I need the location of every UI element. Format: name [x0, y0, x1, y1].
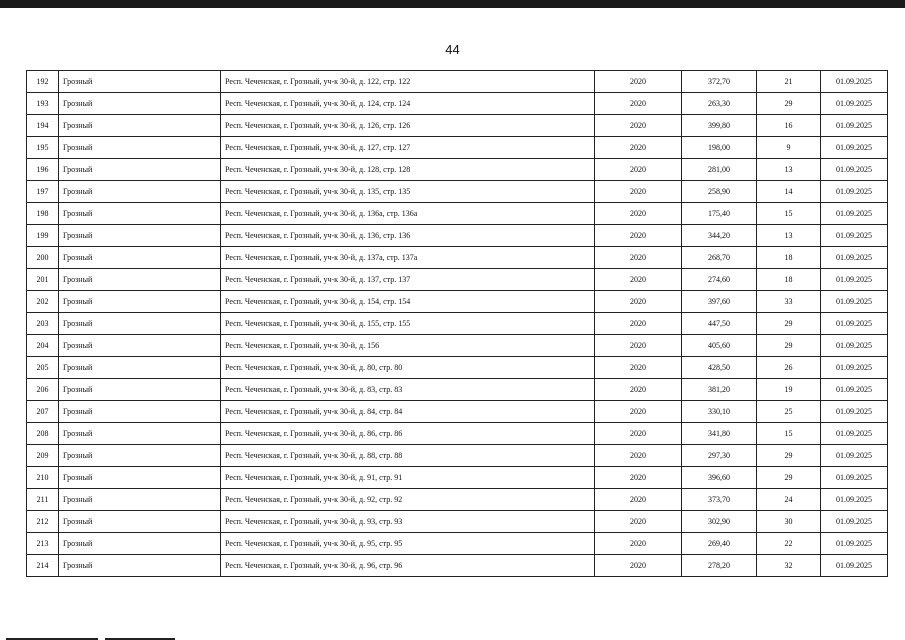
row-address: Респ. Чеченская, г. Грозный, уч-к 30-й, д. 156	[221, 335, 595, 357]
row-address: Респ. Чеченская, г. Грозный, уч-к 30-й, д. 136а, стр. 136а	[221, 203, 595, 225]
row-year: 2020	[595, 313, 682, 335]
row-residents-count: 13	[757, 159, 821, 181]
row-relocation-date: 01.09.2025	[821, 511, 888, 533]
row-area: 428,50	[682, 357, 757, 379]
row-area: 372,70	[682, 71, 757, 93]
row-residents-count: 29	[757, 313, 821, 335]
row-area: 175,40	[682, 203, 757, 225]
row-year: 2020	[595, 159, 682, 181]
row-number: 207	[27, 401, 59, 423]
row-relocation-date: 01.09.2025	[821, 357, 888, 379]
row-residents-count: 33	[757, 291, 821, 313]
table-row	[27, 467, 888, 489]
row-number: 211	[27, 489, 59, 511]
row-area: 405,60	[682, 335, 757, 357]
row-relocation-date: 01.09.2025	[821, 203, 888, 225]
row-year: 2020	[595, 71, 682, 93]
row-number: 214	[27, 555, 59, 577]
row-year: 2020	[595, 555, 682, 577]
row-area: 274,60	[682, 269, 757, 291]
row-address: Респ. Чеченская, г. Грозный, уч-к 30-й, д. 155, стр. 155	[221, 313, 595, 335]
row-area: 263,30	[682, 93, 757, 115]
row-address: Респ. Чеченская, г. Грозный, уч-к 30-й, д. 96, стр. 96	[221, 555, 595, 577]
row-city: Грозный	[59, 423, 221, 445]
row-relocation-date: 01.09.2025	[821, 533, 888, 555]
row-area: 399,80	[682, 115, 757, 137]
row-year: 2020	[595, 115, 682, 137]
row-area: 381,20	[682, 379, 757, 401]
row-residents-count: 21	[757, 71, 821, 93]
row-city: Грозный	[59, 489, 221, 511]
row-residents-count: 19	[757, 379, 821, 401]
row-year: 2020	[595, 181, 682, 203]
row-residents-count: 16	[757, 115, 821, 137]
row-city: Грозный	[59, 533, 221, 555]
table-row	[27, 159, 888, 181]
row-number: 200	[27, 247, 59, 269]
table-row	[27, 225, 888, 247]
row-city: Грозный	[59, 247, 221, 269]
row-area: 268,70	[682, 247, 757, 269]
row-year: 2020	[595, 93, 682, 115]
row-number: 192	[27, 71, 59, 93]
row-city: Грозный	[59, 181, 221, 203]
row-relocation-date: 01.09.2025	[821, 247, 888, 269]
row-relocation-date: 01.09.2025	[821, 489, 888, 511]
row-area: 281,00	[682, 159, 757, 181]
table-row	[27, 71, 888, 93]
row-residents-count: 18	[757, 247, 821, 269]
row-address: Респ. Чеченская, г. Грозный, уч-к 30-й, д. 88, стр. 88	[221, 445, 595, 467]
row-city: Грозный	[59, 313, 221, 335]
row-relocation-date: 01.09.2025	[821, 137, 888, 159]
table-row	[27, 115, 888, 137]
row-number: 204	[27, 335, 59, 357]
row-city: Грозный	[59, 511, 221, 533]
row-residents-count: 29	[757, 335, 821, 357]
row-relocation-date: 01.09.2025	[821, 93, 888, 115]
row-residents-count: 29	[757, 445, 821, 467]
row-year: 2020	[595, 489, 682, 511]
row-city: Грозный	[59, 225, 221, 247]
row-number: 213	[27, 533, 59, 555]
row-relocation-date: 01.09.2025	[821, 115, 888, 137]
row-address: Респ. Чеченская, г. Грозный, уч-к 30-й, д. 128, стр. 128	[221, 159, 595, 181]
table-row	[27, 291, 888, 313]
row-residents-count: 14	[757, 181, 821, 203]
row-address: Респ. Чеченская, г. Грозный, уч-к 30-й, д. 154, стр. 154	[221, 291, 595, 313]
row-city: Грозный	[59, 467, 221, 489]
table-row	[27, 357, 888, 379]
table-row	[27, 379, 888, 401]
row-area: 330,10	[682, 401, 757, 423]
row-address: Респ. Чеченская, г. Грозный, уч-к 30-й, д. 92, стр. 92	[221, 489, 595, 511]
row-address: Респ. Чеченская, г. Грозный, уч-к 30-й, д. 124, стр. 124	[221, 93, 595, 115]
table-row	[27, 181, 888, 203]
row-city: Грозный	[59, 159, 221, 181]
row-residents-count: 15	[757, 203, 821, 225]
row-residents-count: 9	[757, 137, 821, 159]
row-city: Грозный	[59, 379, 221, 401]
row-number: 206	[27, 379, 59, 401]
table-row	[27, 401, 888, 423]
row-address: Респ. Чеченская, г. Грозный, уч-к 30-й, д. 136, стр. 136	[221, 225, 595, 247]
row-city: Грозный	[59, 269, 221, 291]
table-row	[27, 555, 888, 577]
row-address: Респ. Чеченская, г. Грозный, уч-к 30-й, д. 91, стр. 91	[221, 467, 595, 489]
row-area: 198,00	[682, 137, 757, 159]
row-address: Респ. Чеченская, г. Грозный, уч-к 30-й, д. 137, стр. 137	[221, 269, 595, 291]
row-area: 344,20	[682, 225, 757, 247]
table-row	[27, 269, 888, 291]
row-residents-count: 29	[757, 93, 821, 115]
row-residents-count: 24	[757, 489, 821, 511]
row-residents-count: 25	[757, 401, 821, 423]
row-address: Респ. Чеченская, г. Грозный, уч-к 30-й, д. 80, стр. 80	[221, 357, 595, 379]
row-number: 193	[27, 93, 59, 115]
row-city: Грозный	[59, 445, 221, 467]
row-number: 210	[27, 467, 59, 489]
row-year: 2020	[595, 269, 682, 291]
row-city: Грозный	[59, 137, 221, 159]
row-address: Респ. Чеченская, г. Грозный, уч-к 30-й, д. 84, стр. 84	[221, 401, 595, 423]
row-number: 199	[27, 225, 59, 247]
row-address: Респ. Чеченская, г. Грозный, уч-к 30-й, д. 135, стр. 135	[221, 181, 595, 203]
table-row	[27, 445, 888, 467]
row-relocation-date: 01.09.2025	[821, 225, 888, 247]
row-city: Грозный	[59, 71, 221, 93]
row-relocation-date: 01.09.2025	[821, 269, 888, 291]
row-relocation-date: 01.09.2025	[821, 555, 888, 577]
row-address: Респ. Чеченская, г. Грозный, уч-к 30-й, д. 86, стр. 86	[221, 423, 595, 445]
row-city: Грозный	[59, 115, 221, 137]
row-city: Грозный	[59, 357, 221, 379]
row-number: 205	[27, 357, 59, 379]
row-number: 212	[27, 511, 59, 533]
row-number: 194	[27, 115, 59, 137]
row-residents-count: 15	[757, 423, 821, 445]
row-number: 201	[27, 269, 59, 291]
row-city: Грозный	[59, 555, 221, 577]
row-year: 2020	[595, 357, 682, 379]
row-area: 396,60	[682, 467, 757, 489]
housing-registry-table	[26, 70, 888, 577]
row-relocation-date: 01.09.2025	[821, 423, 888, 445]
row-year: 2020	[595, 511, 682, 533]
row-address: Респ. Чеченская, г. Грозный, уч-к 30-й, д. 127, стр. 127	[221, 137, 595, 159]
row-area: 373,70	[682, 489, 757, 511]
row-relocation-date: 01.09.2025	[821, 313, 888, 335]
row-number: 203	[27, 313, 59, 335]
table-row	[27, 489, 888, 511]
row-number: 202	[27, 291, 59, 313]
row-number: 195	[27, 137, 59, 159]
row-relocation-date: 01.09.2025	[821, 467, 888, 489]
row-residents-count: 22	[757, 533, 821, 555]
row-city: Грозный	[59, 291, 221, 313]
row-city: Грозный	[59, 401, 221, 423]
row-city: Грозный	[59, 93, 221, 115]
row-year: 2020	[595, 291, 682, 313]
row-number: 209	[27, 445, 59, 467]
scan-top-border	[0, 0, 905, 8]
row-address: Респ. Чеченская, г. Грозный, уч-к 30-й, д. 95, стр. 95	[221, 533, 595, 555]
table-row	[27, 247, 888, 269]
page-number: 44	[445, 42, 460, 57]
table-row	[27, 511, 888, 533]
row-residents-count: 32	[757, 555, 821, 577]
row-address: Респ. Чеченская, г. Грозный, уч-к 30-й, д. 83, стр. 83	[221, 379, 595, 401]
row-year: 2020	[595, 379, 682, 401]
row-number: 197	[27, 181, 59, 203]
row-address: Респ. Чеченская, г. Грозный, уч-к 30-й, д. 126, стр. 126	[221, 115, 595, 137]
row-year: 2020	[595, 137, 682, 159]
row-relocation-date: 01.09.2025	[821, 401, 888, 423]
row-year: 2020	[595, 445, 682, 467]
row-residents-count: 26	[757, 357, 821, 379]
table-row	[27, 137, 888, 159]
row-city: Грозный	[59, 335, 221, 357]
row-area: 269,40	[682, 533, 757, 555]
row-relocation-date: 01.09.2025	[821, 335, 888, 357]
table-row	[27, 335, 888, 357]
table-row	[27, 423, 888, 445]
row-address: Респ. Чеченская, г. Грозный, уч-к 30-й, д. 122, стр. 122	[221, 71, 595, 93]
row-area: 278,20	[682, 555, 757, 577]
row-relocation-date: 01.09.2025	[821, 379, 888, 401]
table-row	[27, 533, 888, 555]
row-relocation-date: 01.09.2025	[821, 445, 888, 467]
row-area: 447,50	[682, 313, 757, 335]
table-row	[27, 203, 888, 225]
table-row	[27, 93, 888, 115]
row-address: Респ. Чеченская, г. Грозный, уч-к 30-й, д. 137а, стр. 137а	[221, 247, 595, 269]
row-number: 196	[27, 159, 59, 181]
row-year: 2020	[595, 225, 682, 247]
row-year: 2020	[595, 335, 682, 357]
table-row	[27, 313, 888, 335]
row-number: 198	[27, 203, 59, 225]
row-area: 302,90	[682, 511, 757, 533]
row-city: Грозный	[59, 203, 221, 225]
row-residents-count: 30	[757, 511, 821, 533]
row-number: 208	[27, 423, 59, 445]
row-year: 2020	[595, 203, 682, 225]
row-year: 2020	[595, 423, 682, 445]
row-relocation-date: 01.09.2025	[821, 291, 888, 313]
row-area: 397,60	[682, 291, 757, 313]
row-relocation-date: 01.09.2025	[821, 71, 888, 93]
row-year: 2020	[595, 247, 682, 269]
row-residents-count: 18	[757, 269, 821, 291]
row-year: 2020	[595, 533, 682, 555]
row-residents-count: 13	[757, 225, 821, 247]
row-area: 258,90	[682, 181, 757, 203]
row-year: 2020	[595, 401, 682, 423]
row-residents-count: 29	[757, 467, 821, 489]
row-address: Респ. Чеченская, г. Грозный, уч-к 30-й, д. 93, стр. 93	[221, 511, 595, 533]
row-relocation-date: 01.09.2025	[821, 181, 888, 203]
row-relocation-date: 01.09.2025	[821, 159, 888, 181]
row-year: 2020	[595, 467, 682, 489]
row-area: 341,80	[682, 423, 757, 445]
row-area: 297,30	[682, 445, 757, 467]
